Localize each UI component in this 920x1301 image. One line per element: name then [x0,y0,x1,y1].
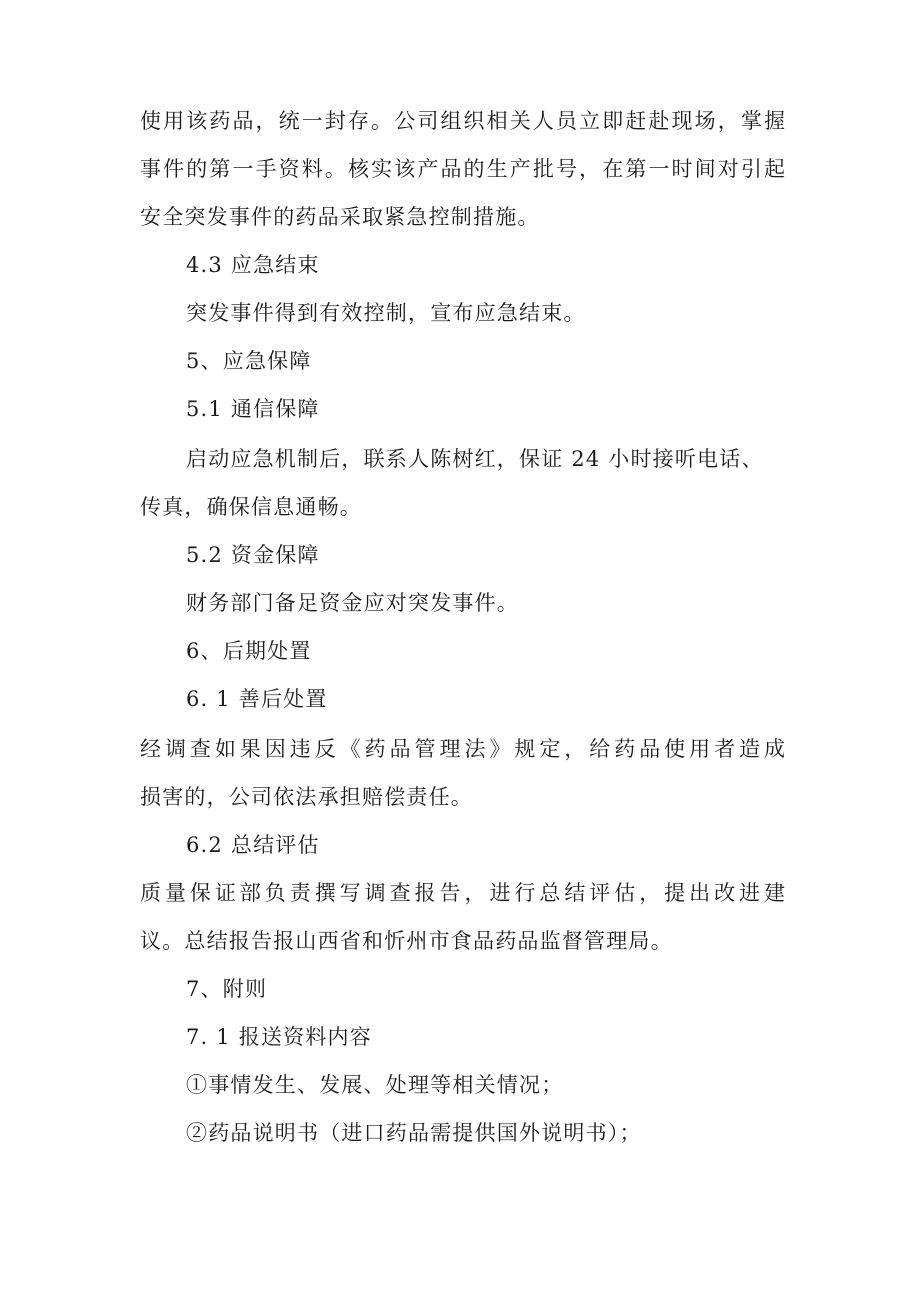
paragraph-line: 安全突发事件的药品采取紧急控制措施。 [140,205,540,229]
section-heading-7-1: 7. 1 报送资料内容 [186,1025,372,1049]
list-item: ②药品说明书（进口药品需提供国外说明书）； [186,1121,642,1145]
paragraph-line: 质量保证部负责撰写调查报告，进行总结评估，提出改进建 [140,881,785,905]
section-heading-5: 5、应急保障 [186,349,312,373]
section-heading-6-2: 6.2 总结评估 [186,833,320,857]
section-heading-5-2: 5.2 资金保障 [186,543,320,567]
section-heading-7: 7、附则 [186,977,268,1001]
section-heading-5-1: 5.1 通信保障 [186,397,320,421]
section-heading-6-1: 6. 1 善后处置 [186,687,328,711]
paragraph-line: 事件的第一手资料。核实该产品的生产批号，在第一时间对引起 [140,157,785,181]
paragraph-line: 使用该药品，统一封存。公司组织相关人员立即赶赴现场，掌握 [140,109,785,133]
section-heading-6: 6、后期处置 [186,639,312,663]
list-item: ①事情发生、发展、处理等相关情况； [186,1073,564,1097]
paragraph-line: 经调查如果因违反《药品管理法》规定，给药品使用者造成 [140,737,785,761]
paragraph-line: 财务部门备足资金应对突发事件。 [186,591,519,615]
paragraph-line: 启动应急机制后，联系人陈树红，保证 24 小时接听电话、 [186,447,764,471]
paragraph-line: 传真，确保信息通畅。 [140,495,362,519]
paragraph-line: 议。总结报告报山西省和忻州市食品药品监督管理局。 [140,929,673,953]
paragraph-line: 损害的，公司依法承担赔偿责任。 [140,785,473,809]
section-heading-4-3: 4.3 应急结束 [186,253,320,277]
paragraph-line: 突发事件得到有效控制，宣布应急结束。 [186,301,586,325]
